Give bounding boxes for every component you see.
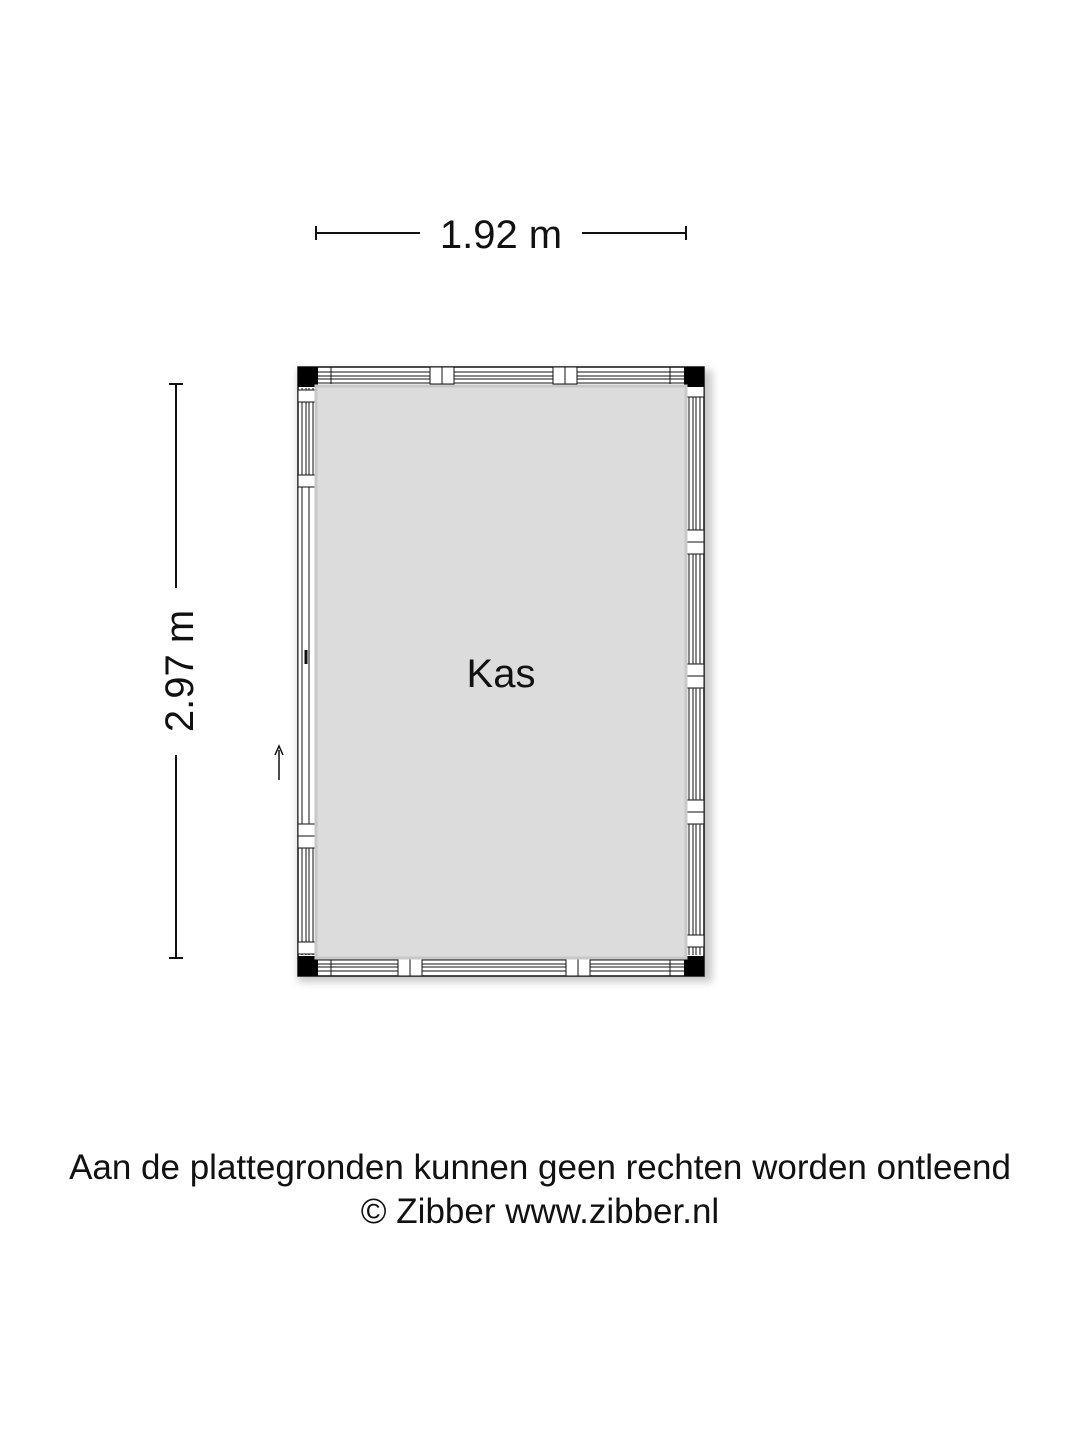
top-mullion-3 [553, 367, 565, 384]
width-dimension [316, 213, 686, 257]
left-mullion-5 [298, 942, 315, 954]
bottom-mullion-2 [410, 959, 422, 976]
right-mullion-4 [686, 664, 704, 676]
copyright-text: © Zibber www.zibber.nl [360, 1192, 720, 1231]
left-mullion-4 [298, 836, 315, 848]
corner-post-top-left [298, 367, 318, 387]
right-mullion-6 [686, 800, 704, 812]
right-mullion-7 [686, 812, 704, 824]
height-dimension [158, 384, 202, 958]
left-mullion-3 [298, 824, 315, 836]
width-dimension-label: 1.92 m [439, 213, 563, 257]
disclaimer-text: Aan de plattegronden kunnen geen rechten worden ontleend [69, 1148, 1011, 1187]
top-mullion-2 [442, 367, 454, 384]
top-mullion-4 [565, 367, 577, 384]
bottom-mullion-3 [566, 959, 578, 976]
left-mullion-1 [298, 390, 315, 402]
bottom-mullion-1 [398, 959, 410, 976]
room-label: Kas [466, 652, 536, 696]
top-mullion-1 [430, 367, 442, 384]
right-mullion-5 [686, 676, 704, 688]
left-mullion-2 [298, 475, 315, 487]
height-dimension-label: 2.97 m [158, 609, 202, 733]
entrance-arrow-icon [275, 746, 283, 780]
right-mullion-2 [686, 530, 704, 542]
right-mullion-8 [686, 935, 704, 947]
bottom-mullion-4 [578, 959, 590, 976]
right-mullion-3 [686, 542, 704, 554]
corner-post-top-right [684, 367, 704, 387]
